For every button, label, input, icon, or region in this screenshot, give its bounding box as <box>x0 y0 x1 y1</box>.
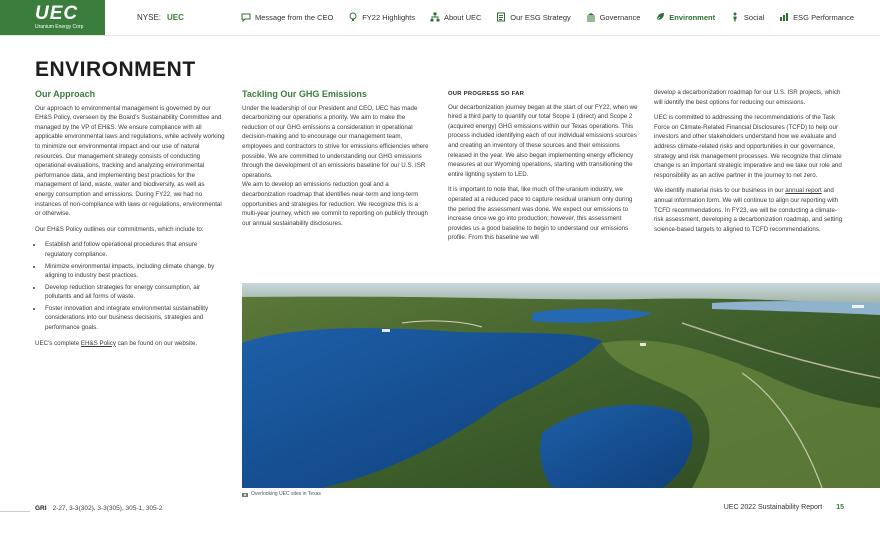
paragraph: We aim to develop an emissions reduction goal and a decarbonization roadmap that identifies near-term and long-term opportunities and strategies for reduction. We recognize this is a multi-year journey, which we commit to reporting on publicly through our annual sustainability disclosures. <box>242 181 428 227</box>
nav-governance[interactable] <box>586 12 641 22</box>
aerial-photo <box>242 283 880 488</box>
paragraph: UEC is committed to addressing the recommendations of the Task Force on Climate-Related Financial Disclosures (TCFD) to help our investors and other stakeholders understand how we evaluate and address climate-related risks and opportunities in our governance, strategy and risk management processes. We recognize that climate change is an important strategic imperative and we take our role and responsibility as an active partner in the journey to net zero. <box>654 114 842 179</box>
text: and annual information form. We will continue to align our reporting with TCFD recommendations. In FY23, we will be conducting a climate-risk assessment, developing a decarbonization roadmap, and setting science-based targets to aligned to TCFD recommendations. <box>654 187 843 233</box>
exchange-label: NYSE: <box>137 13 162 22</box>
nav-environment[interactable] <box>655 12 715 22</box>
chat-icon <box>241 12 251 22</box>
list-item: • Minimize environmental impacts, including climate change, by aligning to industry best practices. <box>43 262 225 281</box>
nav-label: FY22 Highlights <box>362 12 416 22</box>
bar-chart-icon <box>779 12 789 22</box>
paragraph <box>654 186 846 234</box>
section-subheading: OUR PROGRESS SO FAR <box>448 91 525 97</box>
list-item: • Develop reduction strategies for energy consumption, air pollutants and all forms of waste. <box>43 283 225 302</box>
column-ghg-emissions <box>242 90 432 234</box>
caption-text: Overlooking UEC sites in Texas <box>251 491 321 497</box>
leaf-icon <box>655 12 665 22</box>
logo-subtitle: Uranium Energy Corp <box>35 24 84 30</box>
gri-label: GRI <box>35 505 47 512</box>
person-icon <box>730 12 740 22</box>
nav-esg-performance[interactable] <box>779 12 854 22</box>
paragraph <box>35 339 225 349</box>
page-number: 15 <box>836 504 844 511</box>
nav-label: Message from the CEO <box>255 12 334 22</box>
paragraph: develop a decarbonization roadmap for our U.S. ISR projects, which will identify the best options for reducing our emissions. <box>654 89 841 106</box>
paragraph: Our decarbonization journey began at the start of our FY22, when we hired a third party to quantify our total Scope 1 (direct) and Scope 2 (acquired energy) GHG emissions within our Texas operations. This process included identifying each of our individual emissions sources and creating an inventory of these sources and their emissions released in the year. We also began implementing energy efficiency measures at our Wyoming operations, starting with transitioning the entire lighting system to LED. <box>448 103 638 178</box>
nav-label: About UEC <box>443 12 482 22</box>
nav-label: Social <box>743 12 765 22</box>
nav-social[interactable] <box>730 12 764 22</box>
ehs-policy-link[interactable]: EH&S Policy <box>80 339 116 347</box>
list-item: • Foster innovation and integrate environmental sustainability considerations into our business decisions, strategies and performance goals. <box>43 304 225 333</box>
logo[interactable] <box>0 0 105 35</box>
ticker-symbol: UEC <box>167 13 184 22</box>
nav-fy22-highlights[interactable] <box>348 12 415 22</box>
nav-label: Our ESG Strategy <box>510 12 571 22</box>
logo-wordmark: UEC <box>35 3 79 24</box>
aerial-landscape-image <box>242 283 880 488</box>
org-chart-icon <box>430 12 440 22</box>
paragraph: It is important to note that, like much of the uranium industry, we operated at a reduced pace to capture residual uranium only during the period the assessment was done. We expect our emissions to increase once we go into production; however, this assessment provides us a good baseline to begin to understand our emissions profile. From this baseline we will <box>448 186 633 242</box>
nav-label: Environment <box>669 12 716 22</box>
paragraph: Under the leadership of our President and CEO, UEC has made decarbonizing our operations a priority. We aim to make the reduction of our GHG emissions a consideration in operational decision-making and to encourage our management team, employees and contractors to strive for emissions efficiencies where possible. We are committed to understanding our GHG emissions through the development of an emissions baseline for our U.S. ISR operations. <box>242 104 429 179</box>
document-icon <box>496 12 506 22</box>
list-item: • Establish and follow operational procedures that ensure regulatory compliance. <box>43 240 225 259</box>
column-progress <box>448 90 640 249</box>
page-title: ENVIRONMENT <box>35 58 196 81</box>
report-name: UEC 2022 Sustainability Report <box>723 504 823 511</box>
commitments-list <box>35 240 225 332</box>
lightbulb-icon <box>348 12 358 22</box>
text: We identify material risks to our business in our <box>654 187 786 195</box>
paragraph: Our EH&S Policy outlines our commitments, which include to: <box>35 225 204 233</box>
column-our-approach <box>35 90 225 354</box>
text: UEC's complete <box>35 339 81 347</box>
gri-codes: 2-27, 3-3(302), 3-3(305), 305-1, 305-2 <box>52 505 163 512</box>
annual-report-link[interactable]: annual report <box>785 187 822 195</box>
nav-message-ceo[interactable] <box>241 12 333 22</box>
nav-label: ESG Performance <box>793 12 854 22</box>
paragraph: Our approach to environmental management is governed by our EH&S Policy, overseen by the Board's Sustainability Committee and managed by the VP of EH&S. We ensure compliance with all applicable environmental laws and regulations, while actively working to minimize our environmental impact and our use of natural resources. Our management strategy consists of conducting operational evaluations, tracking and analyzing environmental performance data, and implementing best practices for the management of land, waste, water and biodiversity, as well as energy consumption and emissions. During FY22, we had no instances of non-compliance with laws or regulations, environmental or otherwise. <box>35 104 225 218</box>
building-icon <box>586 12 596 22</box>
section-heading: Our Approach <box>35 89 96 99</box>
top-nav <box>241 12 854 22</box>
column-tcfd <box>654 88 846 240</box>
photo-caption <box>242 491 321 497</box>
stock-ticker <box>137 13 184 22</box>
footer-divider <box>0 511 30 512</box>
nav-label: Governance <box>599 12 641 22</box>
section-heading: Tackling Our GHG Emissions <box>242 89 367 99</box>
nav-about-uec[interactable] <box>430 12 482 22</box>
gri-references <box>35 505 162 512</box>
text: can be found on our website. <box>115 339 198 347</box>
header-divider <box>0 35 880 36</box>
report-footer <box>724 504 844 511</box>
nav-esg-strategy[interactable] <box>496 12 570 22</box>
camera-icon <box>242 492 248 497</box>
